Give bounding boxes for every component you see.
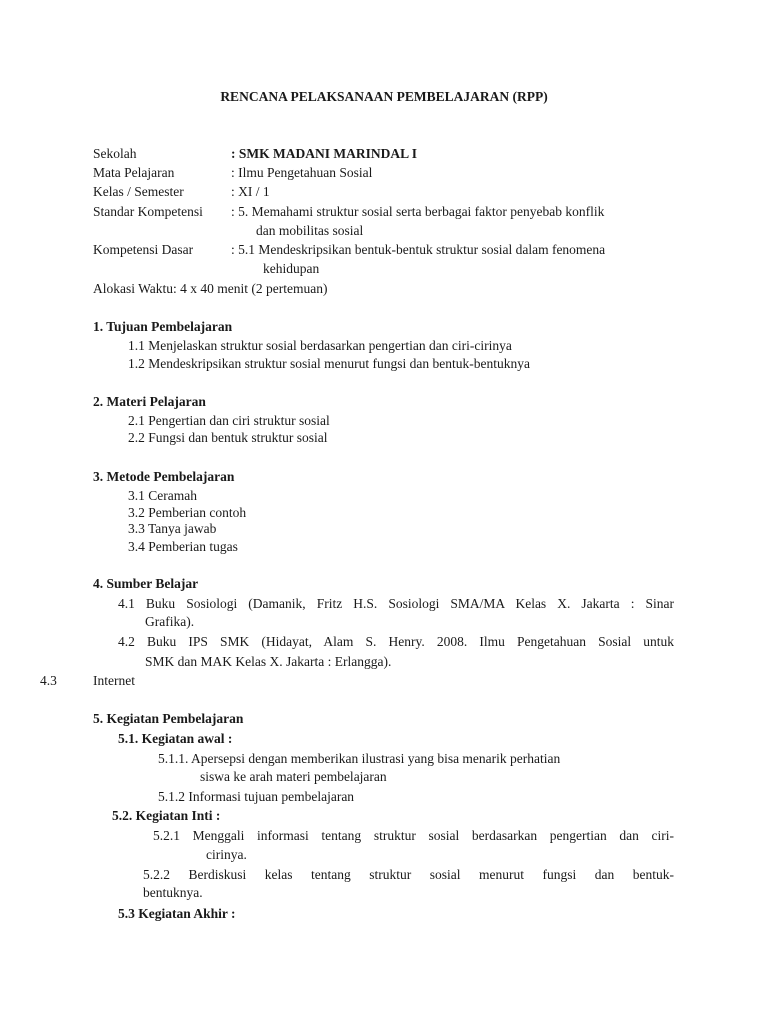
source-item-line2: SMK dan MAK Kelas X. Jakarta : Erlangga). xyxy=(145,654,392,669)
source-item-line1: 4.1 Buku Sosiologi (Damanik, Fritz H.S. Sosiologi SMA/MA Kelas X. Jakarta : Sinar xyxy=(118,596,674,611)
kegiatan-awal-item-cont: siswa ke arah materi pembelajaran xyxy=(200,769,387,784)
kegiatan-akhir-heading: 5.3 Kegiatan Akhir : xyxy=(118,906,236,921)
sk-label: Standar Kompetensi xyxy=(93,204,203,219)
kd-value-line1: : 5.1 Mendeskripsikan bentuk-bentuk struktur sosial dalam fenomena xyxy=(231,242,606,257)
kelas-label: Kelas / Semester xyxy=(93,184,184,199)
section3-item: 3.2 Pemberian contoh xyxy=(128,505,247,520)
kegiatan-awal-item: 5.1.1. Apersepsi dengan memberikan ilustrasi yang bisa menarik perhatian xyxy=(158,751,561,766)
document-title: RENCANA PELAKSANAAN PEMBELAJARAN (RPP) xyxy=(220,89,548,104)
section2-item: 2.1 Pengertian dan ciri struktur sosial xyxy=(128,413,330,428)
kegiatan-inti-item-cont: cirinya. xyxy=(206,847,247,862)
section2-heading: 2. Materi Pelajaran xyxy=(93,394,206,409)
sekolah-value: : SMK MADANI MARINDAL I xyxy=(231,146,417,161)
section4-heading: 4. Sumber Belajar xyxy=(93,576,199,591)
kegiatan-inti-item-cont: bentuknya. xyxy=(143,885,203,900)
section2-item: 2.2 Fungsi dan bentuk struktur sosial xyxy=(128,430,328,445)
section1-item: 1.1 Menjelaskan struktur sosial berdasarkan pengertian dan ciri-cirinya xyxy=(128,338,512,353)
section1-item: 1.2 Mendeskripsikan struktur sosial menurut fungsi dan bentuk-bentuknya xyxy=(128,356,530,371)
mapel-label: Mata Pelajaran xyxy=(93,165,175,180)
sk-value-line1: : 5. Memahami struktur sosial serta berbagai faktor penyebab konflik xyxy=(231,204,605,219)
mapel-value: : Ilmu Pengetahuan Sosial xyxy=(231,165,373,180)
source-item-number: 4.3 xyxy=(40,673,57,688)
source-item-line2: Grafika). xyxy=(145,614,195,629)
section5-heading: 5. Kegiatan Pembelajaran xyxy=(93,711,244,726)
alokasi-waktu: Alokasi Waktu: 4 x 40 menit (2 pertemuan) xyxy=(93,281,328,296)
kelas-value: : XI / 1 xyxy=(231,184,270,199)
kd-value-line2: kehidupan xyxy=(263,261,320,276)
kegiatan-awal-item: 5.1.2 Informasi tujuan pembelajaran xyxy=(158,789,355,804)
section3-item: 3.1 Ceramah xyxy=(128,488,197,503)
sk-value-line2: dan mobilitas sosial xyxy=(256,223,364,238)
kegiatan-inti-item: 5.2.2 Berdiskusi kelas tentang struktur sosial menurut fungsi dan bentuk- xyxy=(143,867,674,882)
kegiatan-inti-item: 5.2.1 Menggali informasi tentang struktur sosial berdasarkan pengertian dan ciri- xyxy=(153,828,674,843)
section3-item: 3.3 Tanya jawab xyxy=(128,521,217,536)
source-item-internet: Internet xyxy=(93,673,135,688)
section3-item: 3.4 Pemberian tugas xyxy=(128,539,238,554)
section1-heading: 1. Tujuan Pembelajaran xyxy=(93,319,233,334)
kd-label: Kompetensi Dasar xyxy=(93,242,194,257)
kegiatan-awal-heading: 5.1. Kegiatan awal : xyxy=(118,731,233,746)
source-item-line1: 4.2 Buku IPS SMK (Hidayat, Alam S. Henry. 2008. Ilmu Pengetahuan Sosial untuk xyxy=(118,634,674,649)
section3-heading: 3. Metode Pembelajaran xyxy=(93,469,235,484)
sekolah-label: Sekolah xyxy=(93,146,137,161)
kegiatan-inti-heading: 5.2. Kegiatan Inti : xyxy=(112,808,221,823)
